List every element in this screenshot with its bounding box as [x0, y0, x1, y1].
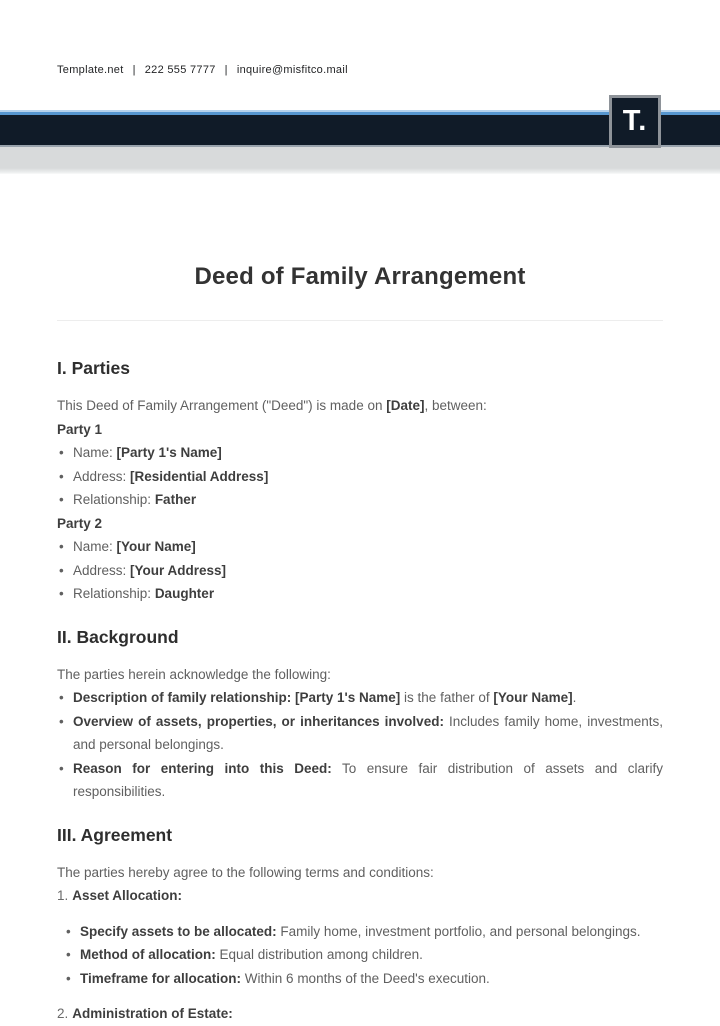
section-heading-agreement: III. Agreement — [57, 824, 173, 845]
detail-value: Father — [154, 492, 197, 507]
parties-intro-post: , between: — [424, 398, 487, 413]
item-number: 2. — [57, 1006, 69, 1021]
contact-line — [57, 63, 663, 78]
list-item — [57, 757, 663, 804]
list-item — [57, 488, 663, 512]
item-bold-text: Reason for entering into this Deed: — [73, 760, 332, 776]
item-text: Includes family home, investments, and personal belongings. — [73, 713, 663, 752]
page-header — [0, 0, 720, 78]
asset-allocation-list — [64, 920, 663, 991]
detail-label: Name: — [73, 445, 117, 460]
contact-separator: | — [224, 64, 228, 76]
contact-email: inquire@misfitco.mail — [236, 64, 348, 76]
detail-label: Name: — [73, 539, 117, 554]
detail-value: [Party 1's Name] — [116, 445, 222, 460]
list-item — [64, 943, 663, 967]
contact-separator: | — [132, 64, 136, 76]
section-parties — [57, 357, 663, 606]
item-bold-text: Method of allocation: — [80, 947, 216, 962]
brand-logo-text: T. — [622, 105, 648, 137]
item-bold-text: [Your Name] — [493, 690, 573, 705]
list-item — [57, 559, 663, 583]
party2-details-list — [57, 535, 663, 606]
detail-value: Daughter — [154, 586, 215, 601]
list-item — [64, 920, 663, 944]
background-intro: The parties herein acknowledge the following: — [57, 666, 331, 682]
list-item — [57, 465, 663, 489]
band-gray — [0, 147, 720, 174]
party2-label: Party 2 — [57, 515, 103, 531]
item-text: . — [572, 690, 577, 705]
item-bold-text: Specify assets to be allocated: — [80, 923, 277, 939]
item-title: Administration of Estate: — [72, 1006, 233, 1021]
item-text: Family home, investment portfolio, and personal belongings. — [276, 923, 641, 939]
document-title: Deed of Family Arrangement — [194, 263, 526, 290]
agreement-intro: The parties hereby agree to the following terms and conditions: — [57, 864, 434, 880]
detail-value: [Residential Address] — [130, 468, 269, 484]
numbered-item — [57, 884, 663, 990]
agreement-terms-list — [57, 884, 663, 1026]
item-text: Within 6 months of the Deed's execution. — [241, 970, 490, 986]
section-agreement — [57, 824, 663, 1026]
section-background — [57, 626, 663, 804]
detail-value: [Your Address] — [130, 562, 227, 578]
item-text: To ensure fair distribution of assets and clarify responsibilities. — [73, 760, 663, 799]
section-heading-parties: I. Parties — [57, 358, 130, 378]
numbered-item — [57, 1002, 663, 1026]
item-bold-text: Timeframe for allocation: — [80, 970, 242, 986]
background-list — [57, 686, 663, 804]
list-item — [64, 967, 663, 991]
party1-details-list — [57, 441, 663, 512]
list-item — [57, 710, 663, 757]
detail-label: Relationship: — [73, 586, 155, 601]
detail-label: Address: — [73, 468, 131, 484]
item-text: Equal distribution among children. — [215, 947, 423, 962]
document-body — [0, 262, 720, 1026]
section-heading-background: II. Background — [57, 626, 179, 647]
phone-number: 222 555 7777 — [144, 64, 216, 76]
date-placeholder: [Date] — [386, 398, 425, 413]
site-name: Template.net — [57, 64, 124, 76]
item-text: is the father of — [400, 690, 494, 705]
list-item — [57, 441, 663, 465]
title-divider — [57, 320, 663, 321]
parties-intro-pre: This Deed of Family Arrangement ("Deed") is made on — [57, 398, 387, 413]
detail-label: Relationship: — [73, 492, 155, 507]
detail-label: Address: — [73, 562, 131, 578]
item-bold-text: Overview of assets, properties, or inheritances involved: — [73, 713, 444, 729]
parties-intro — [57, 394, 663, 418]
item-number: 1. — [57, 888, 69, 903]
list-item — [57, 686, 663, 710]
brand-logo — [609, 95, 661, 148]
list-item — [57, 535, 663, 559]
brand-band — [0, 105, 720, 174]
item-bold-text: Description of family relationship: [Party 1's Name] — [73, 690, 401, 705]
party1-label: Party 1 — [57, 421, 103, 437]
list-item — [57, 582, 663, 606]
item-title: Asset Allocation: — [72, 888, 183, 903]
detail-value: [Your Name] — [116, 539, 196, 554]
